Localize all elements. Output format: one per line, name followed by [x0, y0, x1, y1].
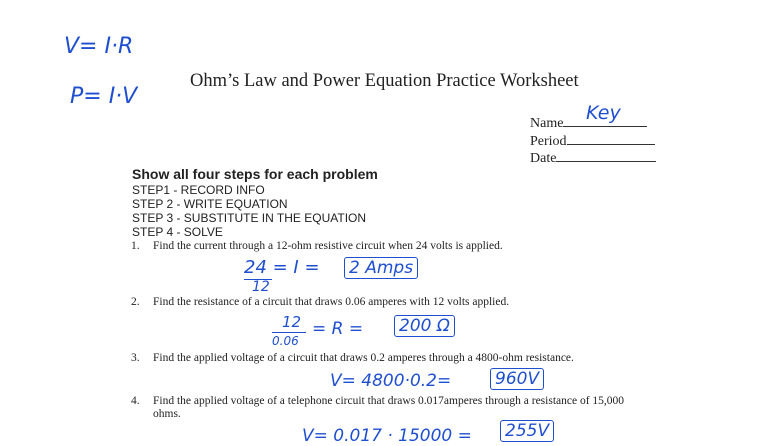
- handwritten-answer-1-work: 24 = I =: [244, 257, 320, 278]
- handwritten-answer-2-numerator: 12: [282, 313, 302, 331]
- handwritten-ohm-formula: V= I·R: [64, 34, 134, 59]
- name-label: Name: [530, 116, 564, 131]
- handwritten-answer-4-work: V= 0.017 · 15000 =: [302, 426, 472, 446]
- period-label: Period: [530, 134, 567, 149]
- handwritten-answer-4-boxed: 255V: [500, 420, 554, 442]
- date-field: [530, 149, 656, 167]
- handwritten-answer-2-denominator: 0.06: [272, 334, 299, 348]
- problem-3-number: 3.: [131, 352, 140, 364]
- step-1: STEP1 - RECORD INFO: [132, 183, 265, 197]
- handwritten-power-formula: P= I·V: [70, 84, 138, 109]
- handwritten-answer-2-work: = R =: [312, 319, 364, 339]
- handwritten-answer-2-boxed: 200 Ω: [394, 315, 455, 337]
- period-line: [567, 132, 655, 145]
- problem-4-text-continued: ohms.: [153, 408, 181, 420]
- step-2: STEP 2 - WRITE EQUATION: [132, 197, 288, 211]
- step-4: STEP 4 - SOLVE: [132, 225, 223, 239]
- problem-2-text: Find the resistance of a circuit that draws 0.06 amperes with 12 volts applied.: [153, 296, 510, 308]
- date-label: Date: [530, 151, 557, 166]
- handwritten-name-answer: Key: [586, 102, 621, 124]
- fraction-bar-2: [272, 332, 306, 333]
- step-3: STEP 3 - SUBSTITUTE IN THE EQUATION: [132, 211, 367, 225]
- handwritten-answer-3-work: V= 4800·0.2=: [330, 371, 452, 391]
- handwritten-answer-3-boxed: 960V: [490, 368, 544, 390]
- problem-1-number: 1.: [131, 240, 140, 252]
- instructions-heading: Show all four steps for each problem: [132, 166, 378, 182]
- handwritten-answer-1-boxed: 2 Amps: [344, 257, 418, 279]
- worksheet-title: Ohm’s Law and Power Equation Practice Worksheet: [190, 71, 579, 91]
- problem-2-number: 2.: [131, 296, 140, 308]
- handwritten-answer-1-denominator: 12: [252, 279, 270, 295]
- fraction-bar-1: [244, 279, 272, 280]
- problem-4-number: 4.: [131, 395, 140, 407]
- problem-3-text: Find the applied voltage of a circuit that draws 0.2 amperes through a 4800-ohm resistance.: [153, 352, 574, 364]
- date-line: [556, 149, 656, 162]
- problem-4-text: Find the applied voltage of a telephone circuit that draws 0.017amperes through a resistance of 15,000: [153, 395, 625, 407]
- problem-1-text: Find the current through a 12-ohm resistive circuit when 24 volts is applied.: [153, 240, 503, 252]
- period-field: [530, 132, 655, 150]
